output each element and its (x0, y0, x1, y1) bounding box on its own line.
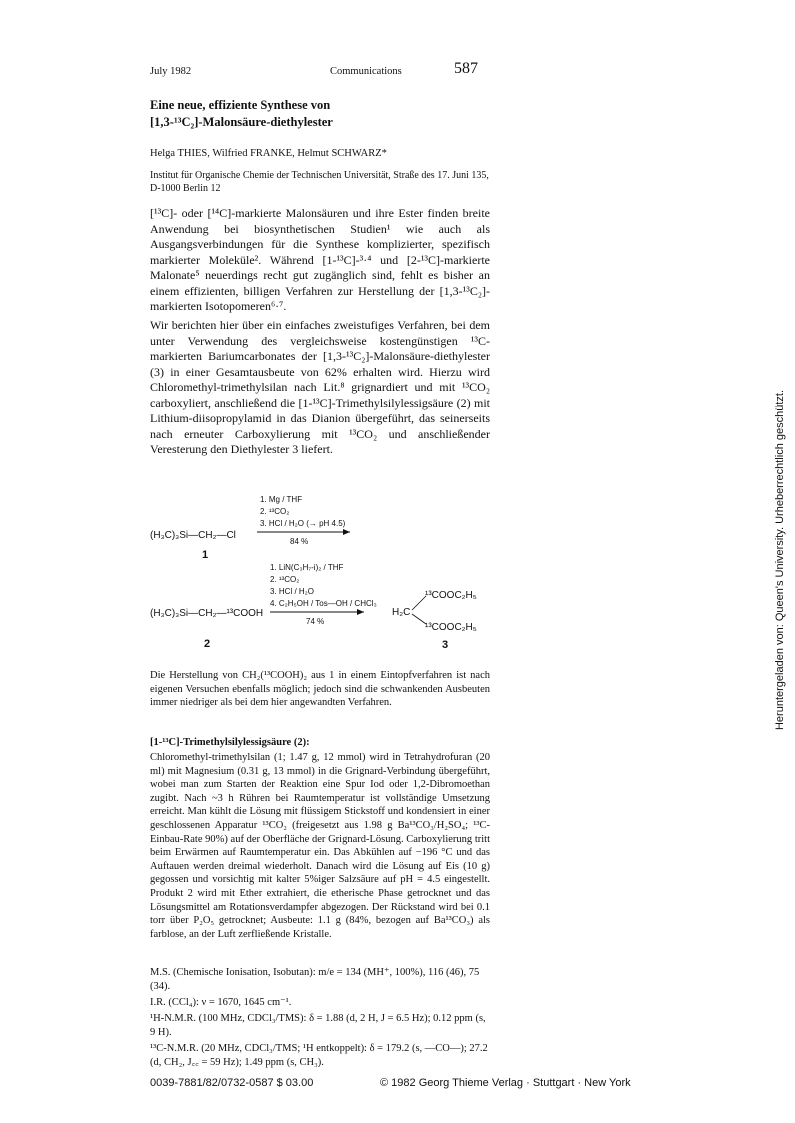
step2-condition-4: 4. C₂H₅OH / Tos—OH / CHCl₃ (270, 599, 377, 608)
step2-arrowhead (357, 609, 364, 615)
mass-spec-data: M.S. (Chemische Ionisation, Isobutan): m/e = 134 (MH⁺, 100%), 116 (46), 75 (34). (150, 967, 480, 992)
intro-paragraph: [¹³C]- oder [¹⁴C]-markierte Malonsäuren und ihre Ester finden breite Anwendung bei biosynthetischen Studien¹ wie auch als Ausgangsverbindungen für die Synthese komplizierter, spezifisch markierter Moleküle². Während [1-¹³C]-³·⁴ und [2-¹³C]-markierte Malonate⁵ neuerdings recht gut zugänglich sind, fehlt es bisher an einem effizienten, billigen Verfahren zur Herstellung der [1,3-¹³C₂]-markierten Isotopomeren⁶·⁷. (150, 206, 490, 313)
reaction-scheme (150, 490, 490, 660)
title-line-2: [1,3-¹³C₂]-Malonsäure-diethylester (150, 115, 333, 129)
compound-3-bond-bottom (412, 614, 426, 624)
page-number: 587 (454, 60, 478, 77)
step2-condition-2: 2. ¹³CO₂ (270, 575, 300, 584)
authors: Helga THIES, Wilfried FRANKE, Helmut SCHWARZ* (150, 148, 387, 159)
step1-condition-3: 3. HCl / H₂O (→ pH 4.5) (260, 519, 346, 528)
title-line-1: Eine neue, effiziente Synthese von (150, 98, 331, 112)
compound-2: (H₃C)₃Si—CH₂—¹³COOH (150, 608, 264, 619)
experimental-heading: [1-¹³C]-Trimethylsilylessigsäure (2): (150, 737, 310, 748)
method-paragraph: Wir berichten hier über ein einfaches zweistufiges Verfahren, bei dem unter Verwendung des vergleichsweise kostengünstigen ¹³C-markierten Bariumcarbonates der [1,3-¹³C₂]-Malonsäure-diethylester (3) in einer Gesamtausbeute von 62% erhalten wird. Hierzu wird Chloromethyl-trimethylsilan nach Lit.⁸ grignardiert und mit ¹³CO₂ carboxyliert, anschließend die [1-¹³C]-Trimethylsilylessigsäure (2) mit Lithium-diisopropylamid in das Dianion übergeführt, das seinerseits nach erneuter Carboxylierung mit ¹³CO₂ und anschließender Veresterung den Diethylester 3 liefert. (150, 318, 490, 456)
step1-condition-1: 1. Mg / THF (260, 495, 303, 504)
compound-1: (H₃C)₃Si—CH₂—Cl (150, 530, 236, 541)
compound-2-label: 2 (204, 638, 211, 650)
footer-issn: 0039-7881/82/0732-0587 $ 03.00 (150, 1077, 314, 1089)
footer-copyright: © 1982 Georg Thieme Verlag · Stuttgart · New York (380, 1077, 631, 1089)
step1-arrowhead (343, 529, 350, 535)
affiliation: Institut für Organische Chemie der Technischen Universität, Straße des 17. Juni 135, D-1000 Berlin 12 (150, 170, 489, 194)
step2-conditions (270, 563, 377, 608)
step2-yield: 74 % (306, 617, 325, 626)
compound-3-bottom: ¹³COOC₂H₅ (425, 622, 477, 633)
header-date: July 1982 (150, 66, 192, 77)
step2-condition-3: 3. HCl / H₂O (270, 587, 314, 596)
compound-3-bond-top (412, 596, 426, 610)
step2-condition-1: 1. LiN(C₃H₇-i)₂ / THF (270, 563, 344, 572)
c-nmr-data: ¹³C-N.M.R. (20 MHz, CDCl₃/TMS; ¹H entkoppelt): δ = 179.2 (s, —CO—); 27.2 (d, CH₂, J꜀꜀ = 59 Hz); 1.49 ppm (s, CH₃). (150, 1043, 488, 1068)
article-title (150, 97, 490, 131)
step1-condition-2: 2. ¹³CO₂ (260, 507, 290, 516)
compound-3-label: 3 (442, 639, 449, 651)
h-nmr-data: ¹H-N.M.R. (100 MHz, CDCl₃/TMS): δ = 1.88 (d, 2 H, J = 6.5 Hz); 0.12 ppm (s, 9 H). (150, 1013, 486, 1038)
ir-data: I.R. (CCl₄): ν = 1670, 1645 cm⁻¹. (150, 997, 292, 1008)
header-journal: Communications (330, 66, 402, 77)
download-watermark-text: Heruntergeladen von: Queen's University. Urheberrechtlich geschützt. (774, 389, 786, 731)
step1-conditions (260, 495, 346, 528)
compound-3-top: ¹³COOC₂H₅ (425, 590, 477, 601)
compound-3-center: H₂C (392, 607, 411, 618)
step1-yield: 84 % (290, 537, 309, 546)
experimental-paragraph: Chloromethyl-trimethylsilan (1; 1.47 g, 12 mmol) wird in Tetrahydrofuran (20 ml) mit Magnesium (0.31 g, 13 mmol) in die Grignard-Verbindung übergeführt, wobei man zum Starten der Reaktion eine Spur Iod oder 1,2-Dibromoethan zugibt. Nach ~3 h Rühren bei Raumtemperatur ist vollständige Umsetzung erreicht. Man kühlt die Lösung mit flüssigem Stickstoff und kondensiert in einer geschlossenen Apparatur ¹³CO₂ (freigesetzt aus 1.98 g Ba¹³CO₃/H₂SO₄; ¹³C-Einbau-Rate 90%) auf der Oberfläche der Grignard-Lösung. Carboxylierung tritt beim Erwärmen auf Raumtemperatur ein. Das Abkühlen auf −196 °C und das Auftauen werden dreimal wiederholt. Danach wird die Lösung auf Eis (10 g) gegossen und vorsichtig mit kalter 5%iger Salzsäure auf pH = 4.5 eingestellt. Produkt 2 wird mit Ether extrahiert, die etherische Phase getrocknet und das Lösungsmittel am Rotationsverdampfer abgezogen. Der Rückstand wird bei 0.1 torr über P₂O₅ getrocknet; Ausbeute: 1.1 g (84%, bezogen auf Ba¹³CO₃) als farblose, an der Luft zerfließende Kristalle. (150, 752, 490, 940)
note-paragraph: Die Herstellung von CH₂(¹³COOH)₂ aus 1 in einem Eintopfverfahren ist nach eigenen Versuchen ebenfalls möglich; jedoch sind die schwankenden Ausbeuten immer niedriger als bei dem hier angewandten Verfahren. (150, 670, 490, 709)
compound-1-label: 1 (202, 549, 209, 561)
